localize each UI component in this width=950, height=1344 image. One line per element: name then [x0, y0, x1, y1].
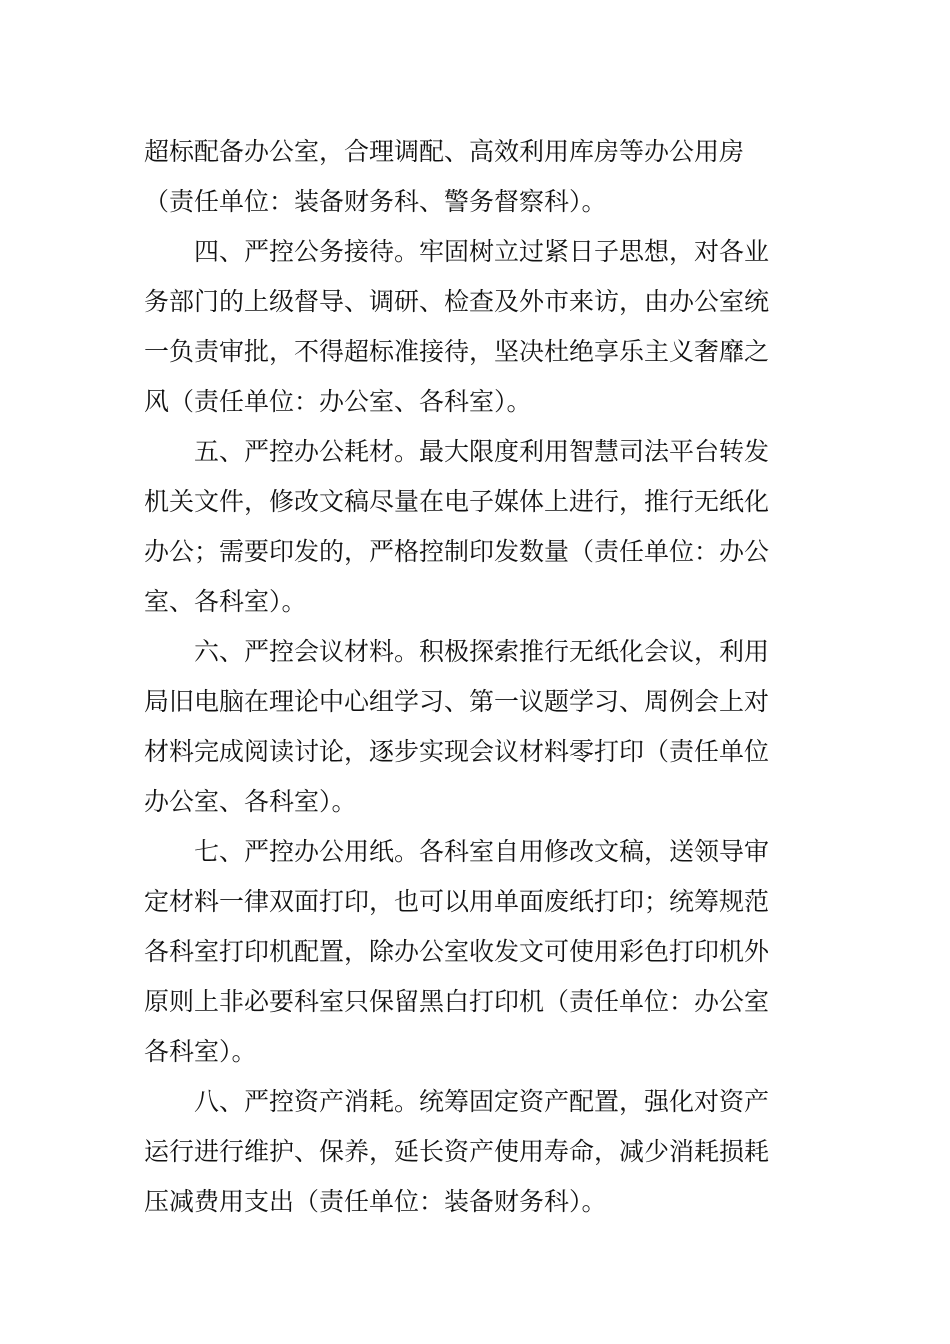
- text-line: 各科室）。: [144, 1037, 257, 1066]
- text-line: （责任单位：装备财务科、警务督察科）。: [144, 187, 607, 216]
- text-line: 室、各科室）。: [144, 587, 307, 616]
- text-line: 材料完成阅读讨论，逐步实现会议材料零打印（责任单位: [144, 737, 770, 766]
- text-line: 运行进行维护、保养，延长资产使用寿命，减少消耗损耗: [144, 1137, 770, 1166]
- text-line: 风（责任单位：办公室、各科室）。: [144, 387, 532, 416]
- text-line: 压减费用支出（责任单位：装备财务科）。: [144, 1187, 607, 1216]
- text-line: 机关文件，修改文稿尽量在电子媒体上进行，推行无纸化: [144, 487, 770, 516]
- text-line: 五、严控办公耗材。最大限度利用智慧司法平台转发: [194, 437, 770, 466]
- text-line: 超标配备办公室，合理调配、高效利用库房等办公用房: [144, 137, 745, 166]
- text-line: 定材料一律双面打印，也可以用单面废纸打印；统筹规范: [144, 887, 770, 916]
- text-line: 四、严控公务接待。牢固树立过紧日子思想，对各业: [194, 237, 770, 266]
- text-line: 一负责审批，不得超标准接待，坚决杜绝享乐主义奢靡之: [144, 337, 770, 366]
- text-line: 办公；需要印发的，严格控制印发数量（责任单位：办公: [144, 537, 770, 566]
- text-line: 原则上非必要科室只保留黑白打印机（责任单位：办公室: [144, 987, 770, 1016]
- document-body: [144, 127, 808, 1227]
- text-line: 办公室、各科室）。: [144, 787, 357, 816]
- text-line: 七、严控办公用纸。各科室自用修改文稿，送领导审: [194, 837, 770, 866]
- text-line: 各科室打印机配置，除办公室收发文可使用彩色打印机外: [144, 937, 770, 966]
- text-line: 八、严控资产消耗。统筹固定资产配置，强化对资产: [194, 1087, 770, 1116]
- text-line: 六、严控会议材料。积极探索推行无纸化会议，利用: [194, 637, 770, 666]
- text-line: 局旧电脑在理论中心组学习、第一议题学习、周例会上对: [144, 687, 770, 716]
- text-line: 务部门的上级督导、调研、检查及外市来访，由办公室统: [144, 287, 770, 316]
